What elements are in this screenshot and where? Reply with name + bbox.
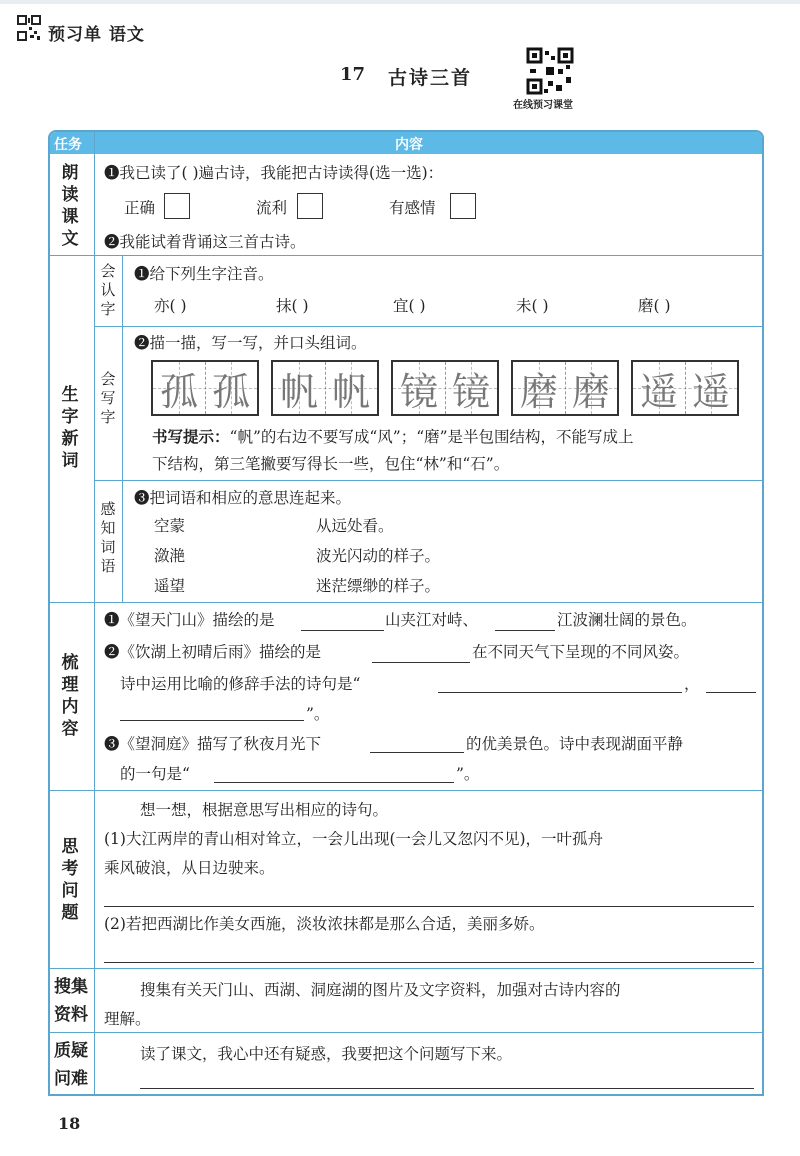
- think-q1-line2: 乘风破浪，从日边驶来。: [104, 859, 275, 877]
- option-correct-checkbox[interactable]: [164, 193, 190, 219]
- match-word[interactable]: 遥望: [154, 577, 186, 595]
- perceive-instruction: ❸把词语和相应的意思连起来。: [134, 489, 352, 507]
- recognize-instruction: ❶给下列生字注音。: [134, 265, 274, 283]
- think-q2: (2)若把西湖比作美女西施，淡妆浓抹都是那么合适，美丽多娇。: [104, 915, 545, 933]
- practice-character: 镜: [451, 369, 490, 414]
- sort-q3-part1: ❸《望洞庭》描写了秋夜月光下: [104, 735, 322, 753]
- recite-line: ❷我能试着背诵这三首古诗。: [104, 233, 306, 251]
- sort-q1-part1: ❶《望天门山》描绘的是: [104, 611, 275, 629]
- page-number: 18: [58, 1114, 81, 1133]
- sub-label-recognize: 会 认 字: [100, 262, 116, 318]
- option-emotional-label: 有感情: [389, 199, 436, 217]
- sort-q2-part2: 在不同天气下呈现的不同风姿。: [472, 643, 690, 661]
- practice-character: 帆: [331, 369, 370, 414]
- sub-label-perceive: 感 知 词 语: [100, 500, 116, 575]
- think-intro: 想一想，根据意思写出相应的诗句。: [140, 801, 389, 819]
- sort-q2-metaphor: 诗中运用比喻的修辞手法的诗句是“: [120, 675, 361, 693]
- qr-code-icon[interactable]: [526, 47, 574, 95]
- section-label-sort: 梳 理 内 容: [61, 653, 79, 739]
- writing-grid[interactable]: [151, 360, 259, 416]
- lesson-title: 古诗三首: [388, 67, 473, 89]
- answer-blank[interactable]: [301, 630, 384, 631]
- sort-q2-close: ”。: [306, 705, 330, 723]
- sub-row-divider: [94, 326, 762, 327]
- option-fluent-label: 流利: [256, 199, 288, 217]
- sort-q3-close: ”。: [456, 765, 480, 783]
- answer-line[interactable]: [140, 1088, 754, 1089]
- writing-tip-label: 书写提示：: [152, 428, 230, 446]
- match-meaning[interactable]: 波光闪动的样子。: [316, 547, 441, 565]
- writing-grid[interactable]: [511, 360, 619, 416]
- practice-character: 磨: [571, 369, 610, 414]
- writing-tip-line2: 下结构，第三笔撇要写得长一些，包住“林”和“石”。: [152, 455, 510, 473]
- section-label-question: 质疑 问难: [54, 1041, 88, 1089]
- trace-character: 镜: [393, 362, 446, 414]
- read-count-line: ❶我已读了( )遍古诗，我能把古诗读得(选一选)：: [104, 164, 444, 182]
- answer-blank[interactable]: [214, 782, 454, 783]
- match-meaning[interactable]: 迷茫缥缈的样子。: [316, 577, 441, 595]
- column-header-task: 任务: [54, 137, 82, 153]
- sort-q1-part3: 江波澜壮阔的景色。: [557, 611, 697, 629]
- sort-q3-part3: 的一句是“: [120, 765, 190, 783]
- pinyin-item[interactable]: 亦( ): [154, 297, 187, 315]
- pinyin-item[interactable]: 磨( ): [638, 297, 671, 315]
- sub-column-divider: [122, 255, 123, 602]
- sort-q2-part1: ❷《饮湖上初晴后雨》描绘的是: [104, 643, 322, 661]
- write-instruction: ❷描一描，写一写，并口头组词。: [134, 334, 367, 352]
- row-divider: [50, 790, 762, 791]
- option-correct-label: 正确: [124, 199, 156, 217]
- column-divider: [94, 132, 95, 1096]
- sub-row-divider: [94, 480, 762, 481]
- qr-caption: 在线预习课堂: [513, 100, 573, 111]
- trace-character: 帆: [273, 362, 326, 414]
- section-label-collect: 搜集 资料: [54, 977, 88, 1025]
- answer-blank[interactable]: [120, 720, 304, 721]
- pinyin-item[interactable]: 未( ): [516, 297, 549, 315]
- answer-blank[interactable]: [372, 662, 470, 663]
- answer-blank[interactable]: [495, 630, 555, 631]
- practice-character: 遥: [691, 369, 730, 414]
- writing-tip-line1: “帆”的右边不要写成“风”；“磨”是半包围结构，不能写成上: [229, 428, 634, 446]
- row-divider: [50, 602, 762, 603]
- sub-label-write: 会 写 字: [100, 370, 116, 426]
- column-header-content: 内容: [395, 137, 423, 153]
- qr-code-icon: [17, 15, 41, 41]
- sort-q2-comma: ，: [684, 675, 700, 693]
- writing-grid[interactable]: [631, 360, 739, 416]
- top-bar: [0, 0, 800, 4]
- practice-character: 孤: [211, 369, 250, 414]
- match-meaning[interactable]: 从远处看。: [316, 517, 394, 535]
- match-word[interactable]: 空蒙: [154, 517, 186, 535]
- writing-grid[interactable]: [391, 360, 499, 416]
- answer-blank[interactable]: [370, 752, 464, 753]
- header-title: 预习单 语文: [48, 25, 145, 45]
- trace-character: 遥: [633, 362, 686, 414]
- row-divider: [50, 968, 762, 969]
- row-divider: [50, 255, 762, 256]
- answer-line[interactable]: [104, 906, 754, 907]
- answer-line[interactable]: [104, 962, 754, 963]
- trace-character: 磨: [513, 362, 566, 414]
- collect-line1: 搜集有关天门山、西湖、洞庭湖的图片及文字资料，加强对古诗内容的: [140, 981, 621, 999]
- row-divider: [50, 1032, 762, 1033]
- lesson-number: 17: [340, 64, 366, 85]
- sort-q1-part2: 山夹江对峙、: [385, 611, 479, 629]
- trace-character: 孤: [153, 362, 206, 414]
- question-line: 读了课文，我心中还有疑惑，我要把这个问题写下来。: [140, 1045, 513, 1063]
- pinyin-item[interactable]: 抹( ): [276, 297, 309, 315]
- answer-blank[interactable]: [706, 692, 756, 693]
- answer-blank[interactable]: [438, 692, 682, 693]
- collect-line2: 理解。: [104, 1010, 151, 1028]
- writing-grid[interactable]: [271, 360, 379, 416]
- match-word[interactable]: 潋滟: [154, 547, 186, 565]
- section-label-think: 思 考 问 题: [61, 837, 79, 923]
- section-label-words: 生 字 新 词: [61, 385, 79, 471]
- pinyin-item[interactable]: 宜( ): [393, 297, 426, 315]
- option-fluent-checkbox[interactable]: [297, 193, 323, 219]
- option-emotional-checkbox[interactable]: [450, 193, 476, 219]
- think-q1-line1: (1)大江两岸的青山相对耸立，一会儿出现(一会儿又忽闪不见)，一叶孤舟: [104, 830, 604, 848]
- writing-tip: [152, 427, 634, 447]
- sort-q3-part2: 的优美景色。诗中表现湖面平静: [466, 735, 684, 753]
- section-label-read: 朗 读 课 文: [61, 163, 79, 249]
